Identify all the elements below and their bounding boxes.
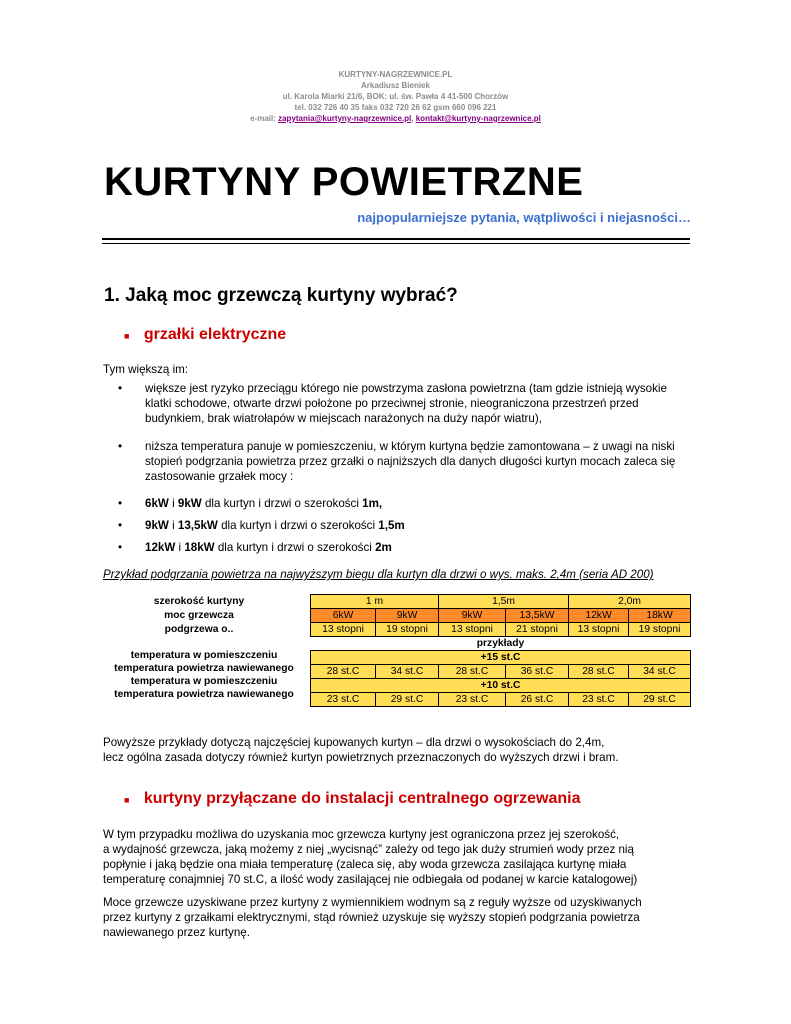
header-site: KURTYNY-NAGRZEWNICE.PL [338, 70, 453, 79]
paragraph-line: przez kurtyny z grzałkami elektrycznymi, stąd również uzyskuje się wyższy stopień podgrzania powietrza [103, 911, 640, 924]
paragraph-line: a wydajność grzewcza, jaką możemy z niej „wycisnąć” zależy od tego jak duży strumień wody przez nią [103, 843, 634, 856]
heat-cell: 13 stopni [311, 623, 376, 637]
email-link-kontakt[interactable]: kontakt@kurtyny-nagrzewnice.pl [415, 114, 541, 123]
room-temp-cell: +10 st.C [311, 679, 691, 693]
note-line: lecz ogólna zasada dotyczy również kurtyn powietrznych przeznaczonych do wyższych drzwi i bram. [103, 751, 619, 764]
heat-cell: 19 stopni [629, 623, 691, 637]
list-item [118, 439, 680, 484]
power-width: 1m, [362, 497, 383, 510]
header-address: ul. Karola Miarki 21/6, BOK: ul. św. Pawła 4 41-500 Chorzów [282, 92, 509, 101]
list-item-text: niższa temperatura panuje w pomieszczeniu, w którym kurtyna będzie zamontowana – z uwagi na niski stopień podgrzania powietrza przez grzałki o najniższych dla danych długości kurtyn mocach zaleca się zastosowanie grzałek mocy : [145, 440, 676, 483]
example-caption: Przykład podgrzania powietrza na najwyższym biegu dla kurtyn dla drzwi o wys. maks. 2,4m (seria AD 200) [103, 568, 654, 581]
list-item-text: większe jest ryzyko przeciągu którego nie powstrzyma zasłona powietrzna (tam gdzie istnieją wysokie klatki schodowe, otwarte drzwi położone po przeciwnej stronie, nieograniczona przestrzeń przed budynkiem, brak wiatrołapów w miejscach narażonych na duży napór wiatru), [145, 382, 667, 425]
blown-cell: 23 st.C [569, 693, 629, 707]
power-mid: i [175, 541, 185, 554]
power-a: 12kW [145, 541, 176, 554]
table-row [311, 665, 691, 679]
blown-cell: 34 st.C [376, 665, 439, 679]
power-item [118, 496, 383, 511]
paragraph-line: temperaturę conajmniej 70 st.C, a ilość wody zasilającej nie odbiegała od podanej w karcie katalogowej) [103, 873, 638, 886]
header-phones: tel. 032 726 40 35 faks 032 720 26 62 gsm 660 096 221 [294, 103, 497, 112]
paragraph-line: nawiewanego przez kurtynę. [103, 926, 250, 939]
power-width: 2m [375, 541, 392, 554]
label-blown-1: temperatura powietrza nawiewanego [114, 663, 294, 674]
bullet-icon: • [118, 541, 123, 554]
room-temp-cell: +15 st.C [311, 651, 691, 665]
power-rest: dla kurtyn i drzwi o szerokości [214, 541, 376, 554]
blown-cell: 29 st.C [376, 693, 439, 707]
power-rest: dla kurtyn i drzwi o szerokości [217, 519, 379, 532]
power-item [118, 518, 405, 533]
paragraph-line: W tym przypadku możliwa do uzyskania moc grzewcza kurtyny jest ograniczona przez jej szerokość, [103, 828, 620, 841]
power-b: 9kW [177, 497, 202, 510]
power-cell: 6kW [311, 609, 376, 623]
heat-cell: 21 stopni [506, 623, 569, 637]
table-row [311, 609, 691, 623]
header-owner: Arkadiusz Bieniek [361, 81, 430, 90]
label-width: szerokość kurtyny [153, 596, 245, 607]
page-subtitle: najpopularniejsze pytania, wątpliwości i niejasności… [357, 210, 691, 225]
section-heading: 1. Jaką moc grzewczą kurtyny wybrać? [104, 285, 458, 306]
bullet-icon: • [118, 497, 123, 510]
table-row [311, 595, 691, 609]
table-row [311, 693, 691, 707]
intro-text: Tym większą im: [103, 363, 189, 376]
power-mid: i [168, 497, 178, 510]
blown-cell: 26 st.C [506, 693, 569, 707]
title-divider-thin [102, 243, 690, 244]
bullet-icon: • [118, 382, 123, 395]
blown-cell: 36 st.C [506, 665, 569, 679]
label-room-2: temperatura w pomieszczeniu [130, 676, 278, 687]
square-bullet-icon: ■ [124, 331, 130, 341]
blown-cell: 34 st.C [629, 665, 691, 679]
table-row [311, 637, 691, 651]
heat-cell: 13 stopni [569, 623, 629, 637]
subheading-electric [124, 326, 286, 344]
power-item [118, 540, 392, 555]
power-cell: 13,5kW [506, 609, 569, 623]
page-title: KURTYNY POWIETRZNE [104, 160, 584, 204]
label-heat: podgrzewa o.. [164, 624, 234, 635]
power-b: 13,5kW [177, 519, 218, 532]
list-item [118, 381, 680, 426]
blown-cell: 23 st.C [311, 693, 376, 707]
table-row [311, 679, 691, 693]
width-cell: 1 m [311, 595, 439, 609]
subheading-water-text: kurtyny przyłączane do instalacji centralnego ogrzewania [143, 790, 581, 807]
power-a: 6kW [145, 497, 169, 510]
square-bullet-icon: ■ [124, 795, 130, 805]
bullet-icon: • [118, 519, 123, 532]
email-link-zapytania[interactable]: zapytania@kurtyny-nagrzewnice.pl [278, 114, 412, 123]
paragraph-line: Moce grzewcze uzyskiwane przez kurtyny z wymiennikiem wodnym są z reguły wyższe od uzyskiwanych [103, 896, 642, 909]
email-label: e-mail: [250, 114, 276, 123]
examples-label: przykłady [476, 637, 525, 649]
power-cell: 9kW [376, 609, 439, 623]
power-mid: i [168, 519, 178, 532]
blown-cell: 28 st.C [569, 665, 629, 679]
label-blown-2: temperatura powietrza nawiewanego [114, 689, 294, 700]
subheading-water [124, 790, 580, 808]
blown-cell: 28 st.C [439, 665, 506, 679]
bullet-icon: • [118, 440, 123, 453]
header-email-line: e-mail: zapytania@kurtyny-nagrzewnice.pl, kontakt@kurtyny-nagrzewnice.pl [250, 114, 541, 123]
power-cell: 9kW [439, 609, 506, 623]
label-power: moc grzewcza [164, 610, 234, 621]
table-row [311, 651, 691, 665]
width-cell: 2,0m [569, 595, 691, 609]
paragraph-line: popłynie i jaką będzie ona miała temperaturę (zaleca się, aby woda grzewcza zasilająca kurtynę miała [103, 858, 627, 871]
power-cell: 18kW [629, 609, 691, 623]
blown-cell: 29 st.C [629, 693, 691, 707]
table-row [311, 623, 691, 637]
power-b: 18kW [184, 541, 215, 554]
heat-cell: 13 stopni [439, 623, 506, 637]
blown-cell: 23 st.C [439, 693, 506, 707]
subheading-electric-text: grzałki elektryczne [143, 326, 287, 343]
power-a: 9kW [145, 519, 169, 532]
note-line: Powyższe przykłady dotyczą najczęściej kupowanych kurtyn – dla drzwi o wysokościach do 2,4m, [103, 736, 605, 749]
power-cell: 12kW [569, 609, 629, 623]
width-cell: 1,5m [439, 595, 569, 609]
heat-cell: 19 stopni [376, 623, 439, 637]
heating-table [310, 594, 691, 707]
blown-cell: 28 st.C [311, 665, 376, 679]
title-divider-thick [102, 238, 690, 240]
power-width: 1,5m [378, 519, 405, 532]
power-rest: dla kurtyn i drzwi o szerokości [201, 497, 363, 510]
label-room-1: temperatura w pomieszczeniu [130, 650, 278, 661]
